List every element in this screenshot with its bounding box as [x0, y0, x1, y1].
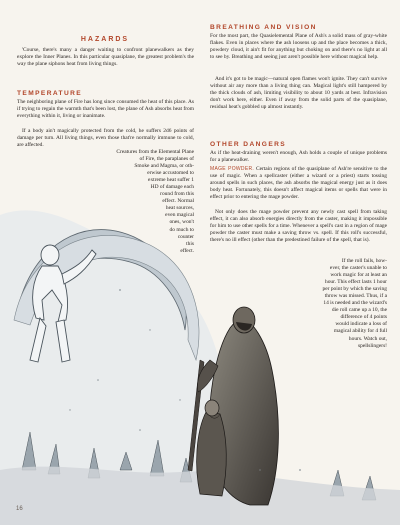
text-line: If the roll fails, how- — [341, 258, 387, 264]
text-line: do much to — [169, 226, 194, 233]
text-line: HD of damage each — [150, 184, 194, 191]
breathing-vision-heading: BREATHING AND VISION — [210, 24, 317, 31]
text-line: even magical — [165, 212, 194, 219]
breathing-paragraph-2: And it's got to be magic—natural open flames won't ignite. They can't survive without air any more than a living thing can. Magical light's still hampered by the thick clouds of ash, limiting visibility to about 10 yards at best. Infravision don't work here, either. Even if away from the solid parts of the quasiplane, residual heat's gobbled up almost instantly. — [210, 76, 387, 111]
text-line: would indicate a loss of — [335, 321, 387, 328]
text-line: erwise accustomed to — [147, 170, 194, 177]
mage-powder-paragraph-2: Not only does the mage powder prevent any newly cast spell from taking effect, it can also absorb energies directly from the caster, making it impossible for him to use other spells for a time. Whenever a spell's cast in a region of mage powder the caster must make a saving throw vs. spell. If this roll's successful, there's no ill effect (other than the predestined failure of the spell, that is). — [210, 209, 387, 244]
text-line: counter — [177, 233, 194, 240]
text-line: Creatures from the Elemental Plane — [116, 149, 194, 155]
breathing-paragraph-1: For the most part, the Quasielemental Plane of Ash's a solid mass of gray-white flakes. Even in places where the ash loosens up and the place becomes a thick, powdery cloud, it ain't fit for anything but choking on and there's no light at all to see by. Breathing and seeing just aren't possible here without magical help. — [210, 33, 387, 61]
hazards-heading: HAZARDS — [80, 36, 130, 43]
mage-powder-ragged-text — [287, 258, 387, 350]
text-line: throw was missed. Thus, if a — [324, 293, 387, 300]
text-line: ones, won't — [169, 219, 194, 226]
text-line: difference of 4 points — [340, 314, 387, 321]
text-line: magical ability for 4 full — [333, 328, 387, 335]
other-dangers-intro: As if the heat-draining weren't enough, Ash holds a couple of unique problems for a planewalker. — [210, 150, 387, 164]
text-line: this — [186, 240, 194, 247]
text-line: heat sources, — [165, 205, 194, 212]
mage-powder-lead: MAGE POWDER. — [210, 166, 255, 172]
hazards-paragraph: 'Course, there's many a danger waiting to confront planewalkers as they explore the Inner Planes. In this particular quasiplane, the greatest problem's the way the plane siphons heat from living things. — [17, 47, 194, 68]
text-line: effect. — [180, 247, 194, 254]
text-line: of Fire, the paraplanes of — [139, 156, 194, 163]
mage-powder-paragraph-1 — [210, 166, 387, 201]
page-number: 16 — [16, 506, 23, 512]
text-line: Smoke and Magma, or oth- — [134, 163, 194, 170]
mage-powder-text: Certain regions of the quasiplane of Ash're sensitive to the use of magic. When a spellcaster (either a wizard or a priest) starts tossing around spells in such places, the ash absorbs the magical energy just as it does body heat. Fortunately, this doesn't affect magical items or spells that were in effect prior to entering the mage powder. — [210, 166, 387, 201]
text-line: work magic for at least an — [330, 272, 387, 279]
text-line: ever, the caster's unable to — [329, 265, 387, 272]
text-line: hour. This effect lasts 1 hour — [324, 279, 387, 286]
text-line: hours. Watch out, — [348, 335, 387, 342]
temperature-paragraph-1: The neighboring plane of Fire has long since consumed the heat of this place. As if trying to regain the warmth that's been lost, the plane of Ash absorbs heat from everything within it, living or inanimate. — [17, 99, 194, 120]
text-line: die roll came up a 10, the — [331, 307, 387, 314]
text-line: round from this — [160, 191, 194, 198]
text-line: spellslingers! — [358, 342, 387, 349]
temperature-paragraph-2: If a body ain't magically protected from the cold, he suffers 2d6 points of damage per turn. All living things, even those that're normally immune to cold, are affected. — [17, 128, 194, 149]
text-line: extreme heat suffer 1 — [148, 177, 194, 184]
temperature-heading: TEMPERATURE — [17, 90, 83, 97]
temperature-ragged-text — [90, 149, 194, 255]
other-dangers-heading: OTHER DANGERS — [210, 141, 287, 148]
text-line: 14 is needed and the wizard's — [323, 300, 387, 307]
text-line: per point by which the saving — [322, 286, 387, 293]
text-line: effect. Normal — [162, 198, 194, 205]
